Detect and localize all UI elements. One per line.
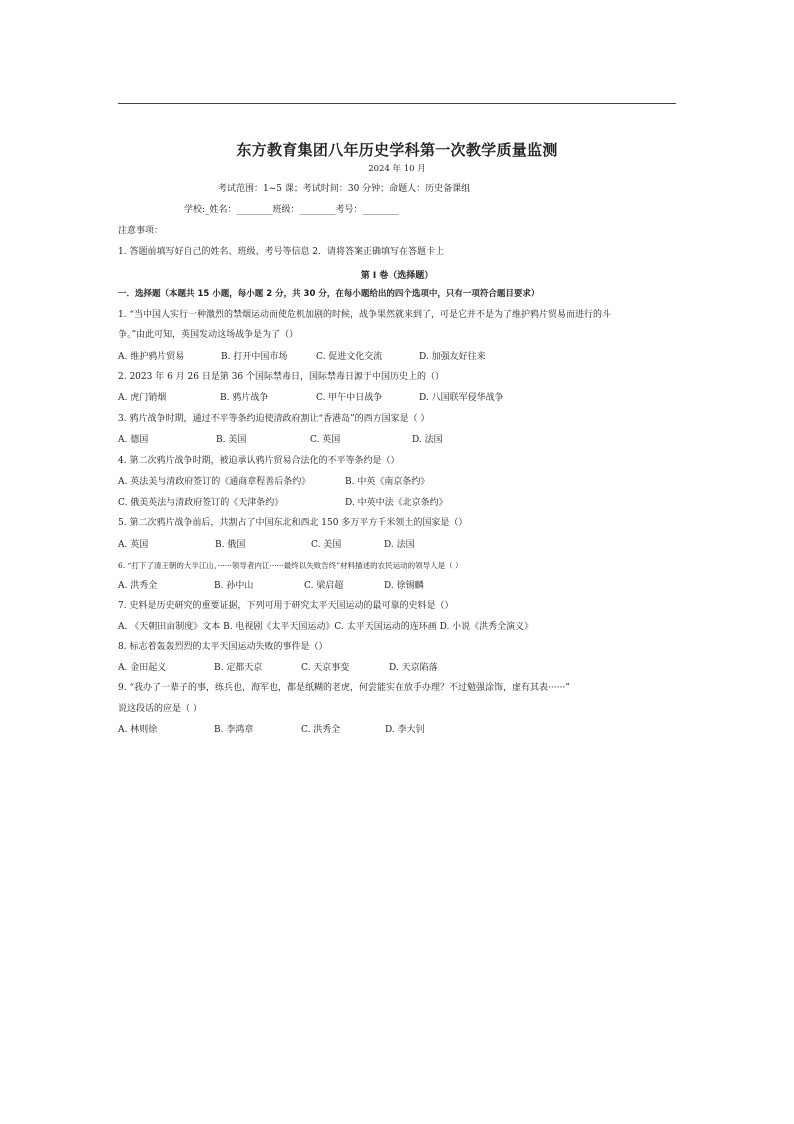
question-2-option-d: D. 八国联军侵华战争 [419,393,504,403]
question-1-option-b: B. 打开中国市场 [221,352,288,362]
question-1-option-c: C. 促进文化交流 [316,352,383,362]
question-3-option-b: B. 美国 [216,435,247,445]
question-6-stem: 6. “打下了清王朝的大半江山，······领导者内讧······最终以失败告终”材料描述的农民运动的领导人是（ ） [118,561,463,570]
question-1-stem-cont: 争。”由此可知，英国发动这场战争是为了（） [118,330,299,340]
notice-label: 注意事项： [118,226,164,236]
question-8-stem: 8. 标志着轰轰烈烈的太平天国运动失败的事件是（） [118,642,328,652]
question-9-option-b: B. 李鸿章 [214,725,254,735]
question-3-stem: 3. 鸦片战争时期，通过不平等条约迫使清政府割让“香港岛”的西方国家是（ ） [118,414,430,424]
question-9-stem: 9. “我办了一辈子的事，练兵也，海军也，都是纸糊的老虎，何尝能实在放手办理？不过勉强涂饰，虚有其表······” [118,683,570,693]
section-title: 第 I 卷（选择题） [360,271,434,281]
question-5-option-a: A. 英国 [118,540,149,550]
question-3-option-a: A. 德国 [118,435,149,445]
question-5-stem: 5. 第二次鸦片战争前后，共割占了中国东北和西北 150 多万平方千米领土的国家是（） [118,518,468,528]
question-1-stem: 1. “当中国人实行一种激烈的禁烟运动而使危机加剧的时候，战争果然就来到了，可是它并不是为了维护鸦片贸易而进行的斗 [118,310,612,320]
header-rule [118,103,676,104]
question-4-option-a: A. 英法美与清政府签订的《通商章程善后条约》 [118,477,311,487]
question-4-option-d: D. 中英中法《北京条约》 [345,498,448,508]
question-6-option-c: C. 梁启超 [304,581,344,591]
exam-date: 2024 年 10 月 [368,164,426,174]
question-3-option-d: D. 法国 [412,435,443,445]
question-3-option-c: C. 英国 [310,435,341,445]
question-7-options: A. 《天朝田亩制度》文本 B. 电视剧《太平天国运动》C. 太平天国运动的连环画 D. 小说《洪秀全演义》 [118,622,534,632]
exam-info: 考试范围：1~5 课；考试时间：30 分钟；命题人：历史备课组 [218,184,471,194]
question-2-option-c: C. 甲午中日战争 [316,393,383,403]
question-9-option-d: D. 李大钊 [385,725,425,735]
question-9-stem-cont: 说这段话的应是（ ） [118,704,202,714]
question-9-option-a: A. 林则徐 [118,725,158,735]
student-info: 学校:_姓名：________班级：________考号：________ [184,205,399,215]
question-5-option-c: C. 美国 [311,540,342,550]
question-9-option-c: C. 洪秀全 [301,725,341,735]
question-7-stem: 7. 史料是历史研究的重要证据，下列可用于研究太平天国运动的最可靠的史料是（） [118,601,454,611]
question-1-option-a: A. 维护鸦片贸易 [118,352,185,362]
question-8-option-c: C. 天京事变 [301,663,350,673]
question-2-option-a: A. 虎门销烟 [118,393,167,403]
question-8-option-a: A. 金田起义 [118,663,167,673]
question-1-option-d: D. 加强友好往来 [419,352,486,362]
question-2-stem: 2. 2023 年 6 月 26 日是第 36 个国际禁毒日，国际禁毒日源于中国历史上的（） [118,372,445,382]
question-5-option-d: D. 法国 [384,540,415,550]
question-4-option-c: C. 俄美英法与清政府签订的《天津条约》 [118,498,284,508]
question-2-option-b: B. 鸦片战争 [220,393,269,403]
question-4-option-b: B. 中英《南京条约》 [345,477,430,487]
question-8-option-d: D. 天京陷落 [389,663,438,673]
question-8-option-b: B. 定都天京 [214,663,263,673]
question-6-option-b: B. 孙中山 [214,581,254,591]
question-6-option-d: D. 徐锡麟 [384,581,424,591]
section-instruction: 一．选择题（本题共 15 小题，每小题 2 分，共 30 分，在每小题给出的四个选项中，只有一项符合题目要求） [118,289,540,299]
question-4-stem: 4. 第二次鸦片战争时期，被迫承认鸦片贸易合法化的不平等条约是（） [118,456,400,466]
question-5-option-b: B. 俄国 [215,540,246,550]
exam-title: 东方教育集团八年历史学科第一次教学质量监测 [236,141,558,159]
notice-text: 1. 答题前填写好自己的姓名、班级、考号等信息 2．请将答案正确填写在答题卡上 [118,247,445,257]
question-6-option-a: A. 洪秀全 [118,581,158,591]
